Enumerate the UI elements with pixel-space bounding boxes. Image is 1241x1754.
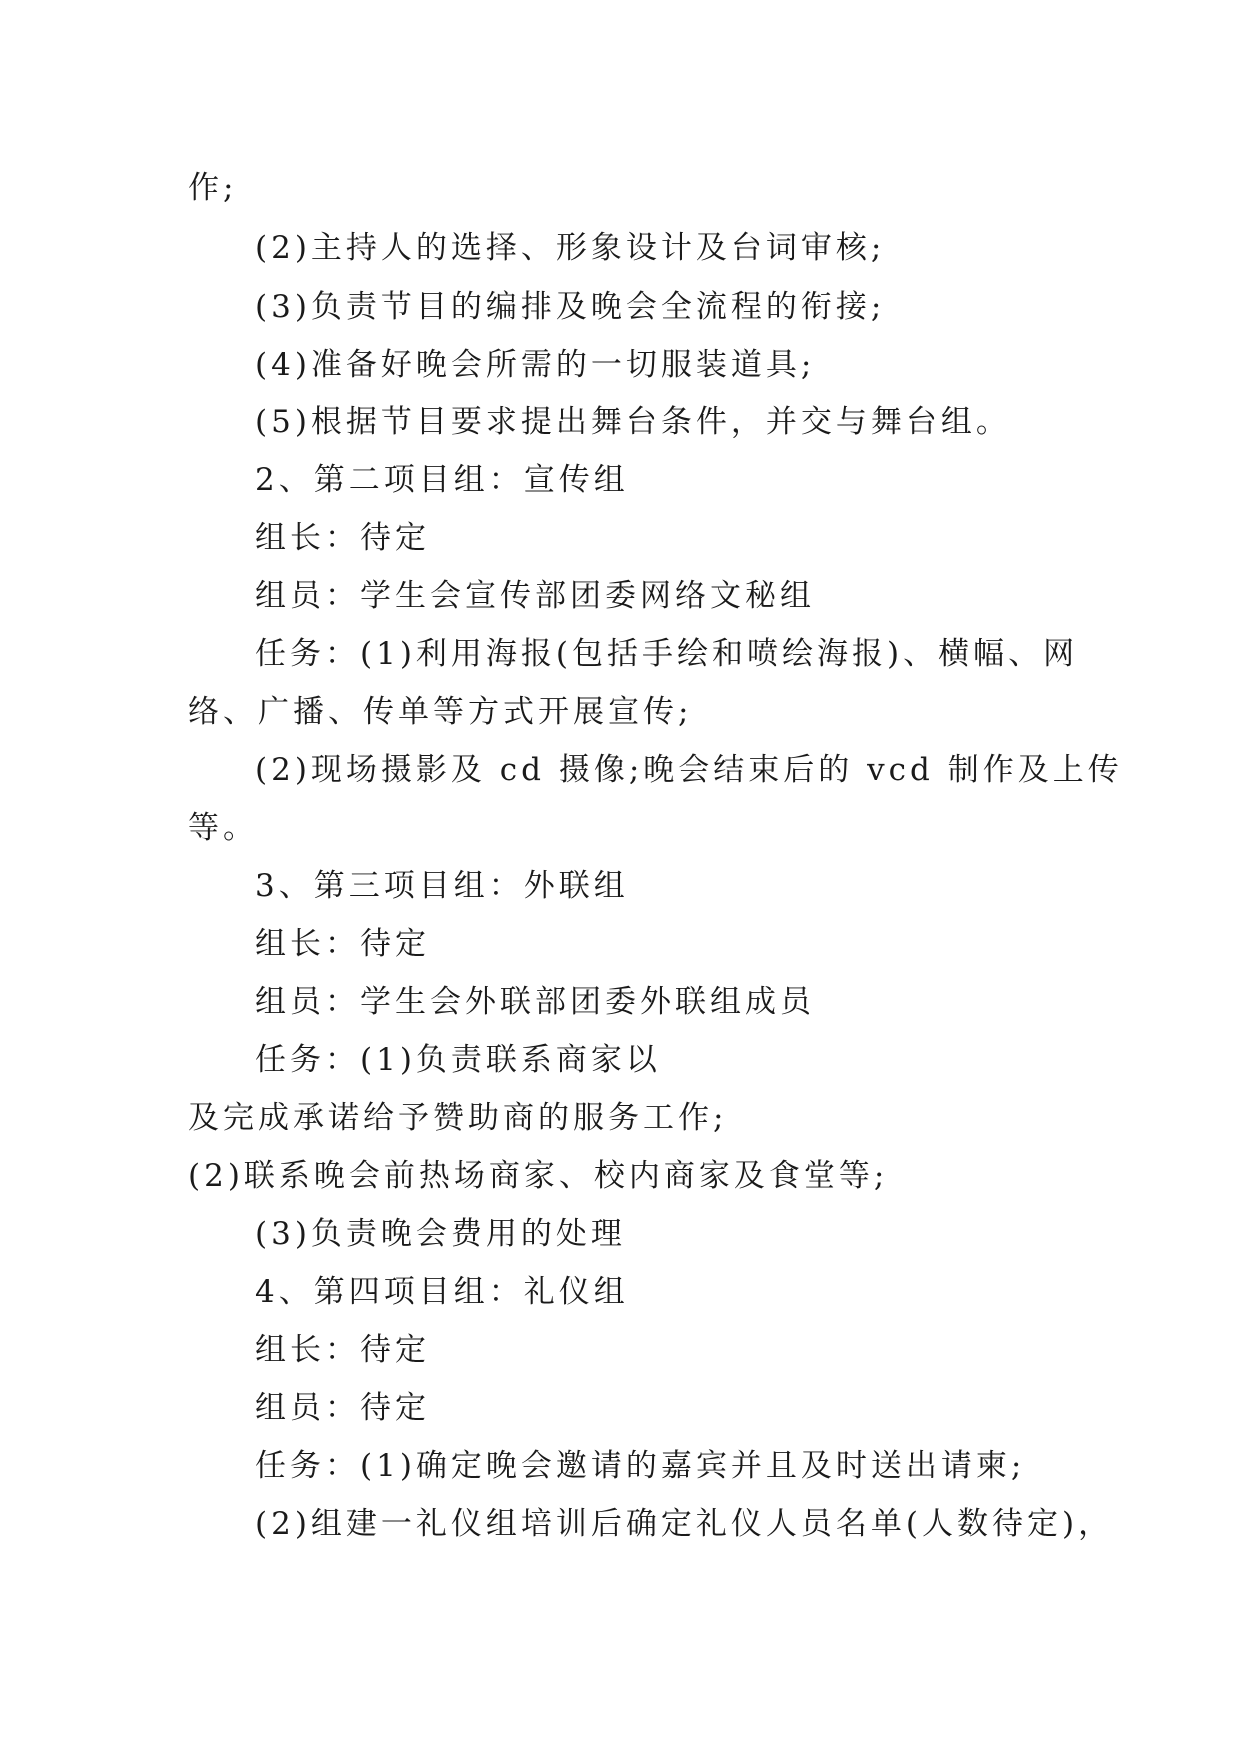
text-line: 组长：待定 [255,926,430,962]
text-line: 组长：待定 [255,1332,430,1368]
text-line: 作; [188,170,238,206]
section-heading: 3、第三项目组：外联组 [255,868,629,904]
text-line: (2)主持人的选择、形象设计及台词审核; [255,230,886,266]
text-line: (2)现场摄影及 cd 摄像;晚会结束后的 vcd 制作及上传 [255,752,1123,788]
section-heading: 4、第四项目组：礼仪组 [255,1274,629,1310]
text-line: 等。 [188,810,258,846]
text-line: (3)负责节目的编排及晚会全流程的衔接; [255,289,886,325]
text-line: 任务：(1)确定晚会邀请的嘉宾并且及时送出请柬; [255,1448,1026,1484]
text-line: 络、广播、传单等方式开展宣传; [188,694,693,730]
text-line: (2)组建一礼仪组培训后确定礼仪人员名单(人数待定)， [255,1506,1114,1542]
text-line: 组员：待定 [255,1390,430,1426]
text-line: (3)负责晚会费用的处理 [255,1216,626,1252]
text-line: 组员：学生会宣传部团委网络文秘组 [255,578,815,614]
text-line: (4)准备好晚会所需的一切服装道具; [255,347,816,383]
text-line: (5)根据节目要求提出舞台条件，并交与舞台组。 [255,404,1011,440]
text-line: (2)联系晚会前热场商家、校内商家及食堂等; [188,1158,889,1194]
text-line: 任务：(1)利用海报(包括手绘和喷绘海报)、横幅、网 [255,636,1079,672]
section-heading: 2、第二项目组：宣传组 [255,462,629,498]
text-line: 组员：学生会外联部团委外联组成员 [255,984,815,1020]
text-line: 组长：待定 [255,520,430,556]
text-line: 及完成承诺给予赞助商的服务工作; [188,1100,728,1136]
text-line: 任务：(1)负责联系商家以 [255,1042,661,1078]
